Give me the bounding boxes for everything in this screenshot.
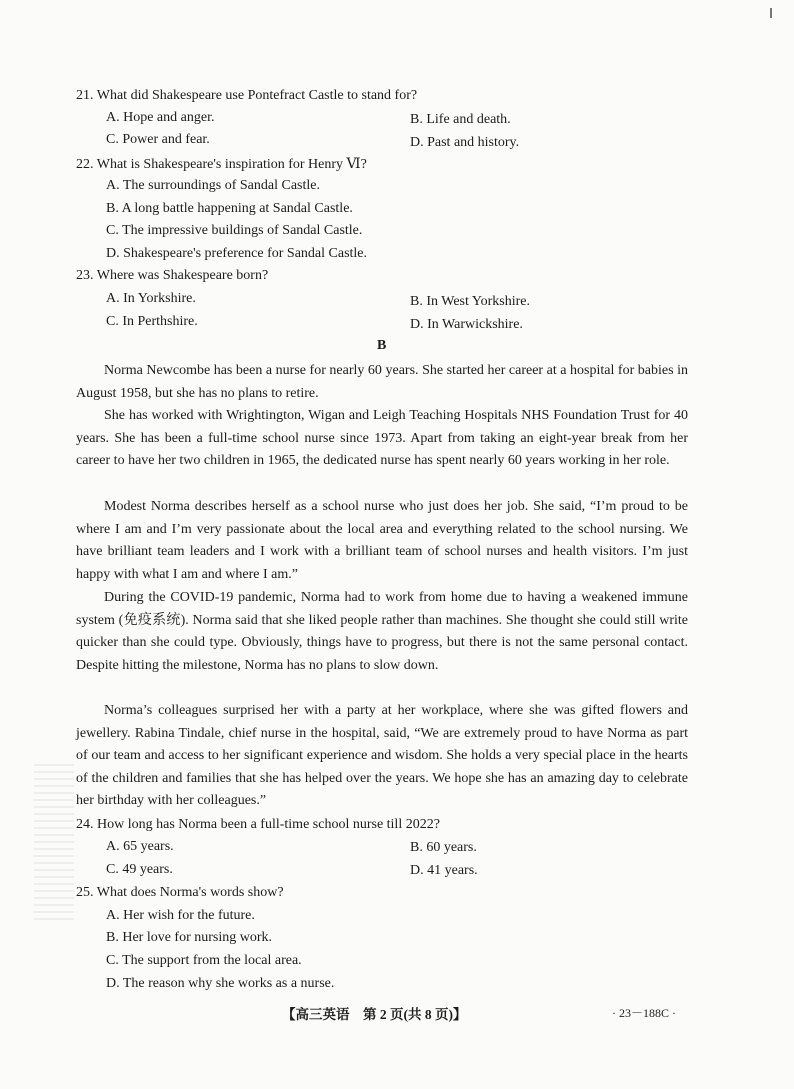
q25-option-b: B. Her love for nursing work. bbox=[106, 930, 273, 945]
q22-option-c: C. The impressive buildings of Sandal Castle. bbox=[106, 223, 363, 238]
q23-option-c: C. In Perthshire. bbox=[106, 314, 198, 329]
question-22: 22. What is Shakespeare's inspiration for Henry Ⅵ? bbox=[76, 157, 367, 172]
passage-paragraph-1: Norma Newcombe has been a nurse for nearly 60 years. She started her career at a hospital for babies in August 1958, but she has no plans to retire. bbox=[76, 363, 688, 401]
q25-option-c: C. The support from the local area. bbox=[106, 953, 302, 968]
question-23: 23. Where was Shakespeare born? bbox=[76, 268, 269, 283]
q23-option-a: A. In Yorkshire. bbox=[106, 291, 196, 306]
q22-option-a: A. The surroundings of Sandal Castle. bbox=[106, 178, 320, 193]
q21-option-b: B. Life and death. bbox=[410, 112, 511, 127]
q23-option-b: B. In West Yorkshire. bbox=[410, 294, 530, 309]
q21-option-c: C. Power and fear. bbox=[106, 132, 210, 147]
q24-option-d: D. 41 years. bbox=[410, 863, 478, 878]
passage-paragraph-5: Norma’s colleagues surprised her with a party at her workplace, where she was gifted flowers and jewellery. Rabina Tindale, chief nurse in the hospital, said, “We are extremely proud to have Norma as part of our team and access to her significant experience and wisdom. She holds a very special place in the hearts of the children and families that she has helped over the years. We hope she has an amazing day to celebrate her birthday with her colleagues.” bbox=[76, 703, 688, 809]
section-heading: B bbox=[377, 338, 387, 353]
question-25: 25. What does Norma's words show? bbox=[76, 885, 284, 900]
passage-paragraph-2: She has worked with Wrightington, Wigan and Leigh Teaching Hospitals NHS Foundation Trust for 40 years. She has been a full-time school nurse since 1973. Apart from taking an eight-year break from her career to have her two children in 1965, the dedicated nurse has spent nearly 60 years working in her role. bbox=[76, 408, 688, 469]
q21-option-d: D. Past and history. bbox=[410, 135, 520, 150]
question-24: 24. How long has Norma been a full-time school nurse till 2022? bbox=[76, 817, 440, 832]
page-footer-code: · 23－188C · bbox=[612, 1006, 676, 1020]
q24-option-c: C. 49 years. bbox=[106, 862, 173, 877]
q25-option-d: D. The reason why she works as a nurse. bbox=[106, 976, 335, 991]
q24-option-b: B. 60 years. bbox=[410, 840, 477, 855]
passage-paragraph-4: During the COVID-19 pandemic, Norma had to work from home due to having a weakened immune system (免疫系统). Norma said that she liked people rather than machines. She thought she could still write quicker than she could type. Obviously, things have to progress, but there is not the same personal contact. Despite hitting the milestone, Norma has no plans to slow down. bbox=[76, 590, 688, 673]
passage-paragraph-3: Modest Norma describes herself as a school nurse who just does her job. She said, “I’m proud to be where I am and I’m very passionate about the local area and everything related to the school nursing. We have brilliant team leaders and I work with a brilliant team of school nurses and health visitors. I’m just happy with what I am and where I am.” bbox=[76, 499, 688, 582]
scan-speckle bbox=[34, 760, 74, 920]
q21-option-a: A. Hope and anger. bbox=[106, 110, 215, 125]
page-footer-title: 【高三英语 第 2 页(共 8 页)】 bbox=[282, 1007, 467, 1022]
scan-mark bbox=[770, 8, 772, 18]
question-21: 21. What did Shakespeare use Pontefract Castle to stand for? bbox=[76, 88, 418, 103]
q23-option-d: D. In Warwickshire. bbox=[410, 317, 523, 332]
q22-option-b: B. A long battle happening at Sandal Castle. bbox=[106, 201, 353, 216]
q25-option-a: A. Her wish for the future. bbox=[106, 908, 255, 923]
q24-option-a: A. 65 years. bbox=[106, 839, 174, 854]
q22-option-d: D. Shakespeare's preference for Sandal Castle. bbox=[106, 246, 368, 261]
